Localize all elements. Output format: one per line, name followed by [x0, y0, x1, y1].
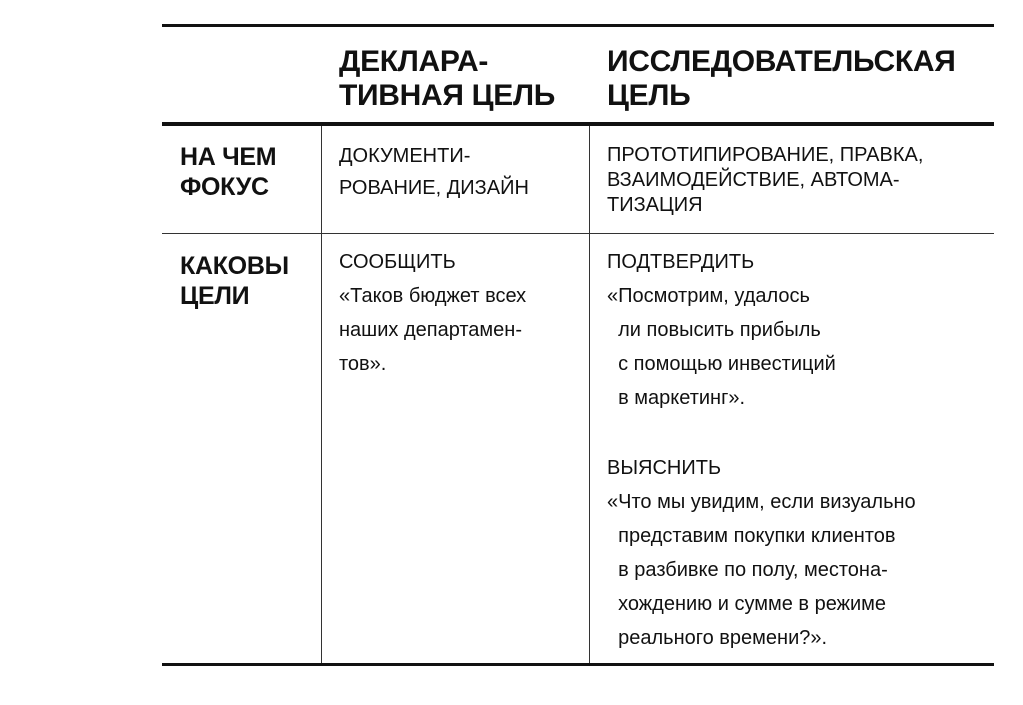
cell-goals-exploratory-confirm: ПОДТВЕРДИТЬ «Посмотрим, удалось ли повысить прибыль с помощью инвестиций в маркетинг». — [607, 251, 836, 409]
cell-focus-declarative: ДОКУМЕНТИ- РОВАНИЕ, ДИЗАЙН — [339, 145, 529, 199]
header-exploratory-goal: ИССЛЕДОВАТЕЛЬСКАЯ ЦЕЛЬ — [607, 45, 956, 112]
table-bottom-rule — [162, 663, 994, 666]
row-label-goals: КАКОВЫ ЦЕЛИ — [180, 252, 289, 310]
cell-goals-declarative: СООБЩИТЬ «Таков бюджет всех наших департамен- тов». — [339, 251, 527, 375]
column-separator-2 — [589, 126, 590, 663]
table-top-rule — [162, 24, 994, 27]
row-divider — [162, 233, 994, 234]
cell-goals-exploratory-discover: ВЫЯСНИТЬ «Что мы увидим, если визуально представим покупки клиентов в разбивке по полу, местона- хождению и сумме в режиме реального времени?». — [607, 457, 916, 649]
row-label-focus: НА ЧЕМ ФОКУС — [180, 143, 277, 201]
header-declarative-goal: ДЕКЛАРА- ТИВНАЯ ЦЕЛЬ — [339, 45, 556, 112]
column-separator-1 — [321, 126, 322, 663]
header-bottom-rule — [162, 122, 994, 126]
cell-focus-exploratory: ПРОТОТИПИРОВАНИЕ, ПРАВКА, ВЗАИМОДЕЙСТВИЕ, АВТОМА- ТИЗАЦИЯ — [607, 144, 924, 216]
